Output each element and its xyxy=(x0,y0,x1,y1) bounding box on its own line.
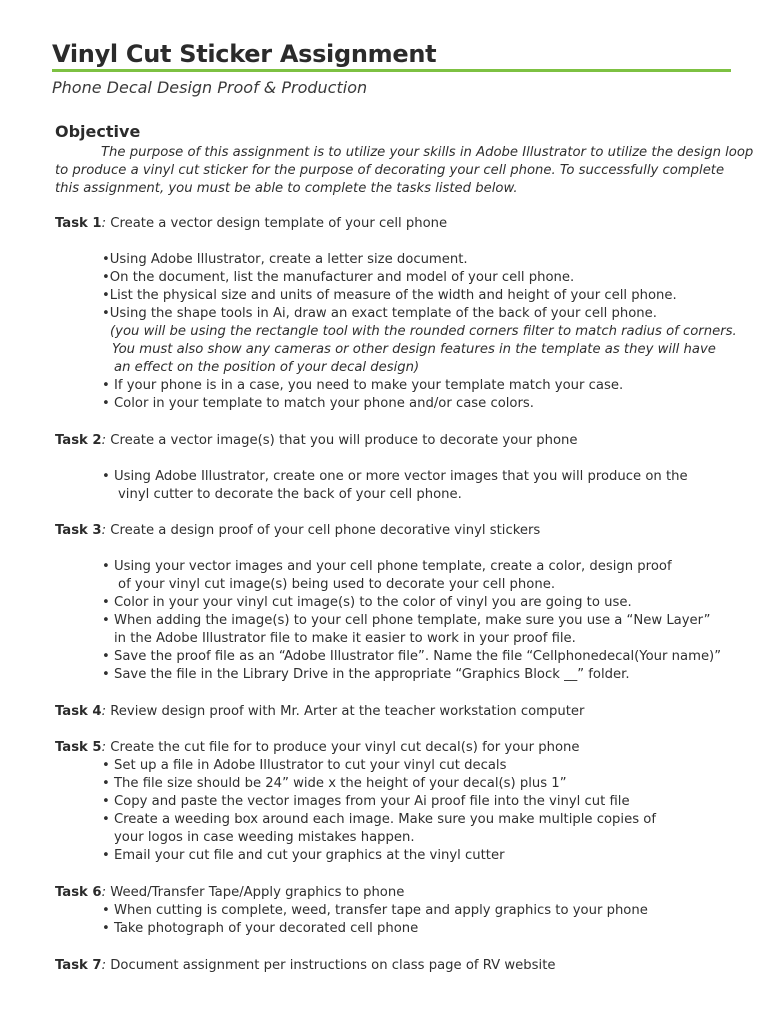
task-1-heading: Task 1: Create a vector design template of your cell phone xyxy=(55,216,448,231)
task-text: Create the cut file for to produce your vinyl cut decal(s) for your phone xyxy=(106,740,580,755)
task-item: •Using the shape tools in Ai, draw an exact template of the back of your cell phone. xyxy=(102,306,657,321)
task-item: • Take photograph of your decorated cell phone xyxy=(102,921,419,936)
objective-text xyxy=(55,144,754,198)
task-5-heading: Task 5: Create the cut file for to produce your vinyl cut decal(s) for your phone xyxy=(55,740,580,755)
objective-line: to produce a vinyl cut sticker for the purpose of decorating your cell phone. To successfully complete xyxy=(55,163,725,178)
task-note: an effect on the position of your decal design) xyxy=(114,360,420,375)
task-6-heading: Task 6: Weed/Transfer Tape/Apply graphics to phone xyxy=(55,885,405,900)
task-item: • Save the file in the Library Drive in the appropriate “Graphics Block __” folder. xyxy=(102,667,630,682)
task-4-heading: Task 4: Review design proof with Mr. Arter at the teacher workstation computer xyxy=(55,704,585,719)
task-note: (you will be using the rectangle tool with the rounded corners filter to match radius of corners. xyxy=(110,324,737,339)
task-label: Task 7 xyxy=(55,958,102,973)
task-item: • Copy and paste the vector images from your Ai proof file into the vinyl cut file xyxy=(102,794,630,809)
page-title: Vinyl Cut Sticker Assignment xyxy=(52,40,437,68)
task-text: Create a vector design template of your cell phone xyxy=(106,216,448,231)
task-item: •Using Adobe Illustrator, create a letter size document. xyxy=(102,252,468,267)
task-text: Review design proof with Mr. Arter at the teacher workstation computer xyxy=(106,704,585,719)
task-item: •On the document, list the manufacturer and model of your cell phone. xyxy=(102,270,575,285)
task-item: • When cutting is complete, weed, transfer tape and apply graphics to your phone xyxy=(102,903,648,918)
task-item: • Save the proof file as an “Adobe Illustrator file”. Name the file “Cellphonedecal(Your name)” xyxy=(102,649,722,664)
task-label: Task 1 xyxy=(55,216,102,231)
task-item: • Create a weeding box around each image. Make sure you make multiple copies of xyxy=(102,812,656,827)
task-7-heading: Task 7: Document assignment per instructions on class page of RV website xyxy=(55,958,556,973)
page-subtitle: Phone Decal Design Proof & Production xyxy=(52,78,368,97)
task-item: vinyl cutter to decorate the back of your cell phone. xyxy=(118,487,462,502)
task-label: Task 4 xyxy=(55,704,102,719)
task-item: • The file size should be 24” wide x the height of your decal(s) plus 1” xyxy=(102,776,567,791)
task-note: You must also show any cameras or other design features in the template as they will have xyxy=(112,342,716,357)
title-rule xyxy=(52,69,731,72)
task-item: • Color in your template to match your phone and/or case colors. xyxy=(102,396,534,411)
task-label: Task 6 xyxy=(55,885,102,900)
task-item: your logos in case weeding mistakes happen. xyxy=(114,830,415,845)
task-item: in the Adobe Illustrator file to make it easier to work in your proof file. xyxy=(114,631,576,646)
task-item: • Email your cut file and cut your graphics at the vinyl cutter xyxy=(102,848,505,863)
task-label: Task 5 xyxy=(55,740,102,755)
task-3-heading: Task 3: Create a design proof of your cell phone decorative vinyl stickers xyxy=(55,523,541,538)
task-text: Create a vector image(s) that you will produce to decorate your phone xyxy=(106,433,578,448)
objective-heading: Objective xyxy=(55,122,141,141)
task-item: • When adding the image(s) to your cell phone template, make sure you use a “New Layer” xyxy=(102,613,711,628)
task-item: • Using Adobe Illustrator, create one or more vector images that you will produce on the xyxy=(102,469,688,484)
task-item: • Color in your your vinyl cut image(s) to the color of vinyl you are going to use. xyxy=(102,595,632,610)
task-item: •List the physical size and units of measure of the width and height of your cell phone. xyxy=(102,288,677,303)
task-text: Create a design proof of your cell phone decorative vinyl stickers xyxy=(106,523,541,538)
task-item: • Using your vector images and your cell phone template, create a color, design proof xyxy=(102,559,672,574)
task-text: Weed/Transfer Tape/Apply graphics to phone xyxy=(106,885,405,900)
task-item: of your vinyl cut image(s) being used to decorate your cell phone. xyxy=(118,577,556,592)
objective-line: The purpose of this assignment is to utilize your skills in Adobe Illustrator to utilize the design loop xyxy=(101,145,754,160)
task-label: Task 2 xyxy=(55,433,102,448)
task-item: • Set up a file in Adobe Illustrator to cut your vinyl cut decals xyxy=(102,758,507,773)
task-text: Document assignment per instructions on class page of RV website xyxy=(106,958,556,973)
objective-line: this assignment, you must be able to complete the tasks listed below. xyxy=(55,181,518,196)
task-label: Task 3 xyxy=(55,523,102,538)
task-item: • If your phone is in a case, you need to make your template match your case. xyxy=(102,378,624,393)
task-2-heading: Task 2: Create a vector image(s) that you will produce to decorate your phone xyxy=(55,433,578,448)
